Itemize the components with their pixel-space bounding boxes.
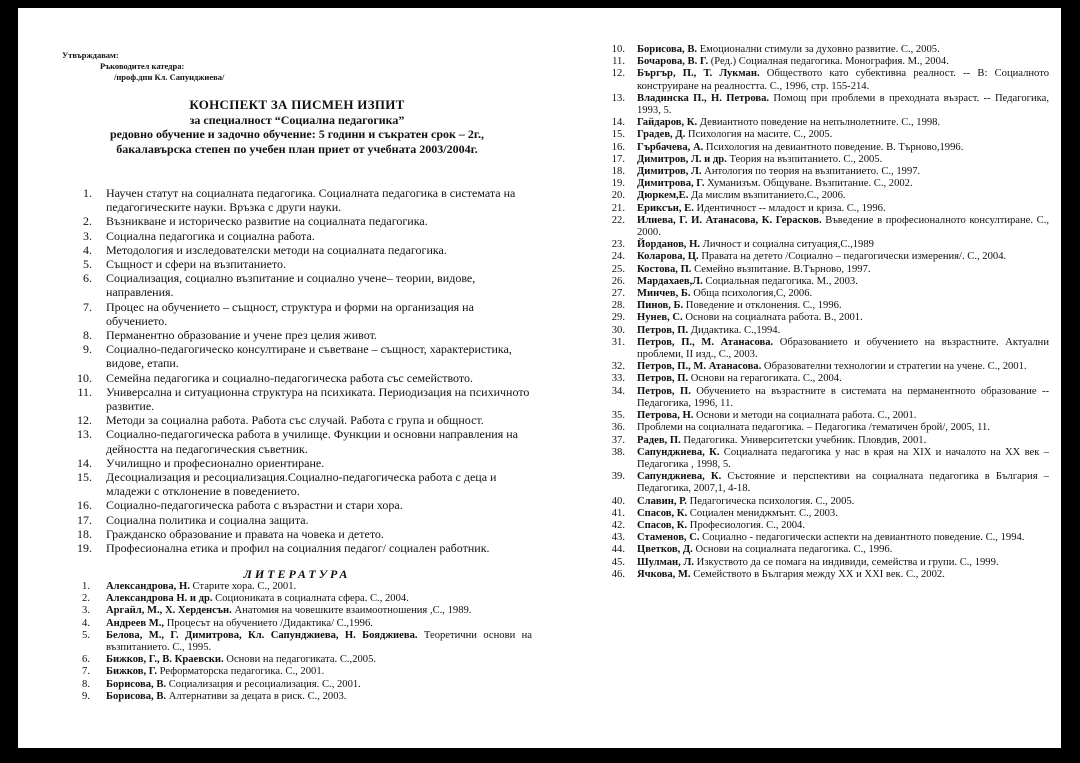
exam-topic xyxy=(62,456,532,470)
reference-item xyxy=(593,93,1049,117)
reference-title: Да мислим възпитанието.С., 2006. xyxy=(688,190,846,202)
reference-author: Славин, Р. xyxy=(637,495,687,507)
reference-author: Бижков, Г. xyxy=(106,666,157,678)
topic-text: Научен статут на социалната педагогика. Социалната педагогика в системата на педагогическите науки. Връзка с други науки. xyxy=(106,186,516,215)
topic-number: 13. xyxy=(77,427,92,442)
approval-line-1: Утвърждавам: xyxy=(62,50,119,60)
topic-number: 4. xyxy=(83,242,92,257)
reference-number: 8. xyxy=(82,678,90,690)
reference-item xyxy=(593,532,1049,544)
reference-author: Гайдаров, К. xyxy=(637,117,698,129)
reference-title: Личност и социална ситуация,С.,1989 xyxy=(700,239,874,251)
reference-item xyxy=(593,373,1049,385)
reference-author: Илиева, Г. И. Атанасова, К. Герасков. xyxy=(637,214,822,226)
reference-item xyxy=(593,520,1049,532)
document-page xyxy=(18,8,1061,748)
reference-author: Сапунджиева, К. xyxy=(637,471,722,483)
reference-title: Педагогическа психология. С., 2005. xyxy=(686,495,855,507)
exam-topic xyxy=(62,470,532,498)
reference-item xyxy=(593,422,1049,434)
reference-author: Димитров, Л. xyxy=(637,166,702,178)
reference-number: 9. xyxy=(82,690,90,702)
reference-title: Идентичност -- младост и криза. С., 1996. xyxy=(693,202,886,214)
reference-number: 44. xyxy=(611,544,625,556)
exam-topic xyxy=(62,243,532,257)
reference-number: 6. xyxy=(82,654,90,666)
exam-topic xyxy=(62,371,532,385)
exam-topic xyxy=(62,342,532,370)
exam-topic xyxy=(62,271,532,299)
reference-number: 32. xyxy=(611,361,625,373)
reference-author: Петрова, Н. xyxy=(637,410,694,422)
topic-text: Възникване и историческо развитие на социалната педагогика. xyxy=(106,214,428,229)
reference-author: Александрова Н. и др. xyxy=(106,593,213,605)
reference-author: Бочарова, В. Г. xyxy=(637,56,709,68)
reference-author: Борисова, В. xyxy=(637,44,698,55)
topic-text: Същност и сфери на възпитанието. xyxy=(106,257,287,272)
reference-item xyxy=(593,312,1049,324)
exam-topic xyxy=(62,413,532,427)
reference-number: 46. xyxy=(611,568,625,580)
reference-item xyxy=(62,691,532,703)
reference-item xyxy=(62,581,532,593)
reference-title: Проблеми на социалната педагогика. – Педагогика /тематичен брой/, 2005, 11. xyxy=(637,422,990,434)
heading-line-2: за специалност “Социална педагогика” xyxy=(189,112,405,127)
topic-number: 6. xyxy=(83,271,92,286)
exam-topic xyxy=(62,541,532,555)
reference-author: Ериксън, Е. xyxy=(637,202,694,214)
topic-number: 2. xyxy=(83,214,92,229)
exam-topic xyxy=(62,328,532,342)
reference-number: 41. xyxy=(611,507,625,519)
topic-text: Универсална и ситуационна структура на психиката. Периодизация на психичното развитие. xyxy=(106,384,530,414)
reference-author: Петров, П. xyxy=(637,324,689,336)
reference-item xyxy=(593,56,1049,68)
topic-number: 19. xyxy=(77,541,92,556)
reference-title: Въведение в професионалното консултиране. С., 2000. xyxy=(637,214,1049,239)
reference-author: Йорданов, Н. xyxy=(637,239,700,251)
reference-number: 27. xyxy=(611,288,625,300)
reference-item xyxy=(593,142,1049,154)
reference-number: 19. xyxy=(611,178,625,190)
reference-title: Обществото като субективна реалност. -- В: Социалното конструиране на реалността. С., 1996, стр. 155-214. xyxy=(637,68,1049,92)
reference-author: Спасов, К. xyxy=(637,519,688,531)
reference-item xyxy=(593,178,1049,190)
topic-number: 18. xyxy=(77,526,92,541)
topic-text: Методи за социална работа. Работа със случай. Работа с група и общност. xyxy=(106,413,484,428)
exam-topics-list xyxy=(62,186,532,555)
topic-number: 15. xyxy=(77,470,92,485)
reference-number: 23. xyxy=(611,239,625,251)
reference-author: Пинов, Б. xyxy=(637,300,684,312)
reference-number: 35. xyxy=(611,410,625,422)
reference-author: Петров, П., М. Атанасова. xyxy=(637,361,762,373)
reference-item xyxy=(593,154,1049,166)
reference-title: Социално - педагогически аспекти на девиантното поведение. С., 1994. xyxy=(699,532,1025,544)
reference-author: Борисова, В. xyxy=(106,678,167,690)
topic-text: Процес на обучението – същност, структура и форми на организация на обучението. xyxy=(106,299,474,328)
reference-item xyxy=(593,325,1049,337)
reference-title: Анатомия на човешките взаимоотношения ,С., 1989. xyxy=(231,605,472,617)
reference-item xyxy=(593,288,1049,300)
exam-topic xyxy=(62,229,532,243)
reference-number: 11. xyxy=(612,56,625,68)
reference-number: 1. xyxy=(82,581,90,592)
reference-author: Бъргър, П., Т. Лукман. xyxy=(637,68,760,80)
reference-author: Мардахаев,Л. xyxy=(637,275,703,287)
reference-title: Състояние и перспективи на социалната педагогика в България – Педагогика, 2007,1, 4-18. xyxy=(637,471,1049,495)
reference-number: 17. xyxy=(611,153,625,165)
topic-number: 11. xyxy=(77,384,92,399)
topic-number: 12. xyxy=(77,413,92,428)
reference-author: Цветков, Д. xyxy=(637,544,693,556)
reference-item xyxy=(593,117,1049,129)
reference-author: Димитрова, Г. xyxy=(637,178,705,190)
exam-topic xyxy=(62,257,532,271)
topic-text: Социално-педагогическа работа с възрастни и стари хора. xyxy=(106,498,403,513)
reference-title: Поведение и отклонения. С., 1996. xyxy=(683,300,842,312)
reference-title: Изкуството да се помага на индивиди, семейства и групи. С., 1999. xyxy=(694,556,999,568)
reference-title: Девиантното поведение на непълнолетните. С., 1998. xyxy=(697,117,941,129)
reference-number: 33. xyxy=(611,373,625,385)
reference-number: 31. xyxy=(611,336,625,348)
reference-item xyxy=(593,190,1049,202)
reference-item xyxy=(593,557,1049,569)
reference-item xyxy=(593,410,1049,422)
document-title: КОНСПЕКТ ЗА ПИСМЕН ИЗПИТ xyxy=(189,97,405,112)
topic-text: Социална политика и социална защита. xyxy=(106,512,309,527)
reference-title: Алтернативи за децата в риск. С., 2003. xyxy=(166,690,347,702)
reference-number: 29. xyxy=(611,312,625,324)
reference-number: 13. xyxy=(611,92,625,104)
reference-item xyxy=(593,251,1049,263)
reference-author: Димитров, Л. и др. xyxy=(637,153,727,165)
reference-title: Основи на социалната работа. В., 2001. xyxy=(682,312,863,324)
exam-topic xyxy=(62,300,532,328)
reference-author: Борисова, В. xyxy=(106,690,167,702)
reference-item xyxy=(593,471,1049,495)
exam-topic xyxy=(62,385,532,413)
reference-title: Семейно възпитание. В.Търново, 1997. xyxy=(691,263,871,275)
reference-item xyxy=(593,544,1049,556)
reference-author: Стаменов, С. xyxy=(637,532,700,544)
reference-item xyxy=(62,679,532,691)
topic-text: Професионална етика и профил на социалния педагог/ социален работник. xyxy=(106,541,490,556)
exam-topic xyxy=(62,427,532,455)
topic-text: Гражданско образование и правата на човека и детето. xyxy=(106,526,384,541)
reference-item xyxy=(593,276,1049,288)
reference-title: Образователни технологии и стратегии на учене. С., 2001. xyxy=(761,361,1027,373)
topic-text: Методология и изследователски методи на социалната педагогика. xyxy=(106,242,447,257)
reference-item xyxy=(593,215,1049,239)
reference-author: Ячкова, М. xyxy=(637,568,691,580)
reference-number: 24. xyxy=(611,251,625,263)
reference-item xyxy=(593,203,1049,215)
heading-line-3: редовно обучение и задочно обучение: 5 години и съкратен срок – 2г., xyxy=(109,127,485,141)
topic-text: Социално-педагогическа работа в училище. Функции и основни направления на дейността на педагогическия съветник. xyxy=(106,427,518,456)
reference-title: Теория на възпитанието. С., 2005. xyxy=(726,153,883,165)
reference-item xyxy=(62,630,532,654)
reference-number: 12. xyxy=(611,68,625,80)
references-left-column xyxy=(62,581,532,703)
topic-number: 10. xyxy=(77,370,92,385)
topic-text: Семейна педагогика и социално-педагогическа работа със семейството. xyxy=(106,370,473,385)
topic-text: Социализация, социално възпитание и социално учене– теории, видове, направления. xyxy=(106,271,476,300)
exam-topic xyxy=(62,214,532,228)
reference-number: 38. xyxy=(611,446,625,458)
reference-title: Реформаторска педагогика. С., 2001. xyxy=(157,666,325,678)
reference-item xyxy=(593,68,1049,92)
reference-title: Психология на девиантното поведение. В. Търново,1996. xyxy=(703,141,964,153)
heading-line-4: бакалавърска степен по учебен план приет от учебната 2003/2004г. xyxy=(116,141,478,156)
literature-title: ЛИТЕРАТУРА xyxy=(243,567,351,581)
reference-title: Процесът на обучението /Дидактика/ С.,1996. xyxy=(164,617,373,629)
reference-title: Помощ при проблеми в преходната възраст. -- Педагогика, 1993, 5. xyxy=(637,92,1049,117)
reference-author: Петров, П. xyxy=(637,373,689,385)
reference-number: 14. xyxy=(611,117,625,129)
topic-text: Перманентно образование и учене през целия живот. xyxy=(106,328,377,343)
reference-author: Петров, П., М. Атанасова. xyxy=(637,336,774,348)
reference-item xyxy=(62,666,532,678)
reference-number: 45. xyxy=(611,556,625,568)
reference-number: 18. xyxy=(611,166,625,178)
reference-number: 20. xyxy=(611,190,625,202)
reference-item xyxy=(593,44,1049,56)
reference-author: Минчев, Б. xyxy=(637,288,691,300)
reference-title: Теоретични основи на възпитанието. С., 1995. xyxy=(106,629,533,654)
reference-title: Социален мениджмънт. С., 2003. xyxy=(687,507,838,519)
reference-author: Сапунджиева, К. xyxy=(637,446,720,458)
reference-number: 16. xyxy=(611,141,625,153)
reference-author: Спасов, К. xyxy=(637,507,688,519)
reference-number: 22. xyxy=(611,214,625,226)
reference-item xyxy=(62,605,532,617)
reference-item xyxy=(62,654,532,666)
reference-title: Психология на масите. С., 2005. xyxy=(685,129,833,141)
reference-number: 7. xyxy=(82,666,90,678)
document-heading xyxy=(62,98,532,156)
topic-number: 8. xyxy=(83,328,92,343)
approval-line-3: /проф.дпн Кл. Сапунджиева/ xyxy=(114,72,225,82)
exam-topic xyxy=(62,513,532,527)
reference-item xyxy=(593,337,1049,361)
reference-title: Образованието и обучението на възрастните. Актуални проблеми, II изд., С., 2003. xyxy=(637,336,1049,361)
reference-number: 5. xyxy=(82,629,90,641)
reference-author: Градев, Д. xyxy=(637,129,686,141)
reference-item xyxy=(593,386,1049,410)
reference-title: Старите хора. С., 2001. xyxy=(189,581,297,592)
reference-number: 25. xyxy=(611,263,625,275)
reference-item xyxy=(593,361,1049,373)
reference-title: Обща психология,С, 2006. xyxy=(690,288,813,300)
reference-number: 26. xyxy=(611,275,625,287)
reference-number: 10. xyxy=(611,44,625,55)
topic-number: 1. xyxy=(83,186,92,200)
reference-number: 15. xyxy=(611,129,625,141)
reference-number: 36. xyxy=(611,422,625,434)
reference-title: Социализация и ресоциализация. С., 2001. xyxy=(166,678,361,690)
reference-title: Социальная педагогика. М., 2003. xyxy=(702,275,858,287)
reference-item xyxy=(593,447,1049,471)
reference-author: Радев, П. xyxy=(637,434,681,446)
reference-number: 4. xyxy=(82,617,90,629)
reference-item xyxy=(62,593,532,605)
reference-number: 42. xyxy=(611,519,625,531)
reference-author: Аргайл, М., Х. Херденсън. xyxy=(106,605,232,617)
topic-number: 9. xyxy=(83,342,92,357)
reference-author: Костова, П. xyxy=(637,263,692,275)
reference-item xyxy=(593,239,1049,251)
reference-title: Педагогика. Университетски учебник. Пловдив, 2001. xyxy=(680,434,927,446)
reference-author: Белова, М., Г. Димитрова, Кл. Сапунджиева, Н. Бояджиева. xyxy=(106,629,418,641)
reference-title: Правата на детето /Социално – педагогически измерения/. С., 2004. xyxy=(698,251,1007,263)
reference-item xyxy=(593,129,1049,141)
approval-block xyxy=(62,50,224,83)
topic-number: 3. xyxy=(83,228,92,243)
reference-number: 2. xyxy=(82,593,90,605)
topic-text: Социално-педагогическо консултиране и съветване – същност, характеристика, видове, етапи. xyxy=(106,342,512,371)
reference-number: 40. xyxy=(611,495,625,507)
reference-title: Обучението на възрастните в системата на перманентното образование -- Педагогика, 1996, 11. xyxy=(637,385,1049,409)
reference-title: Семейството в България между XX и XXI век. С., 2002. xyxy=(690,568,945,580)
reference-title: (Ред.) Социалная педагогика. Монография. М., 2004. xyxy=(708,56,949,68)
reference-item xyxy=(593,508,1049,520)
topic-text: Социална педагогика и социална работа. xyxy=(106,228,315,243)
reference-author: Петров, П. xyxy=(637,385,691,397)
reference-title: Социониката в социалната сфера. С., 2004. xyxy=(212,593,409,605)
reference-author: Александрова, Н. xyxy=(106,581,190,592)
reference-author: Гърбачева, А. xyxy=(637,141,704,153)
topic-number: 17. xyxy=(77,512,92,527)
reference-title: Основи и методи на социалната работа. С., 2001. xyxy=(693,410,917,422)
reference-item xyxy=(593,569,1049,581)
topic-number: 14. xyxy=(77,455,92,470)
reference-author: Нунев, С. xyxy=(637,312,683,324)
exam-topic xyxy=(62,498,532,512)
reference-title: Антология по теория на възпитанието. С., 1997. xyxy=(701,166,921,178)
reference-number: 37. xyxy=(611,434,625,446)
reference-number: 34. xyxy=(611,385,625,397)
exam-topic xyxy=(62,527,532,541)
reference-number: 43. xyxy=(611,532,625,544)
topic-number: 5. xyxy=(83,257,92,272)
reference-item xyxy=(593,166,1049,178)
reference-author: Бижков, Г., В. Краевски. xyxy=(106,654,224,666)
topic-text: Десоциализация и ресоциализация.Социално-педагогическа работа с деца и младежи с отклонение в поведението. xyxy=(106,470,497,499)
reference-author: Шулман, Л. xyxy=(637,556,694,568)
reference-title: Основи на геpагогиката. С., 2004. xyxy=(688,373,842,385)
reference-number: 30. xyxy=(611,324,625,336)
reference-author: Коларова, Ц. xyxy=(637,251,699,263)
reference-item xyxy=(593,435,1049,447)
reference-author: Андреев М., xyxy=(106,617,165,629)
reference-number: 21. xyxy=(611,202,625,214)
reference-item xyxy=(593,496,1049,508)
reference-title: Хуманизъм. Общуване. Възпитание. С., 2002. xyxy=(704,178,913,190)
reference-author: Владинска П., Н. Петрова. xyxy=(637,92,770,104)
reference-title: Дидактика. С.,1994. xyxy=(688,324,781,336)
approval-line-2: Ръководител катедра: xyxy=(100,61,185,71)
reference-author: Дюркем,Е. xyxy=(637,190,689,202)
reference-title: Професиология. С., 2004. xyxy=(687,519,806,531)
exam-topic xyxy=(62,186,532,214)
reference-number: 39. xyxy=(611,471,625,483)
reference-item xyxy=(593,300,1049,312)
references-right-column xyxy=(593,44,1049,581)
reference-number: 3. xyxy=(82,605,90,617)
reference-title: Основи на педагогиката. С.,2005. xyxy=(223,654,377,666)
reference-item xyxy=(593,264,1049,276)
reference-title: Емоционални стимули за духовно развитие. С., 2005. xyxy=(697,44,940,55)
topic-number: 16. xyxy=(77,498,92,513)
reference-title: Социалната педагогика у нас в края на XIX и началото на XX век – Педагогика , 1998, 5. xyxy=(637,446,1049,470)
topic-number: 7. xyxy=(83,299,92,314)
reference-number: 28. xyxy=(611,300,625,312)
reference-title: Основи на социалната педагогика. С., 1996. xyxy=(692,544,893,556)
topic-text: Училищно и професионално ориентиране. xyxy=(106,455,325,470)
reference-item xyxy=(62,618,532,630)
